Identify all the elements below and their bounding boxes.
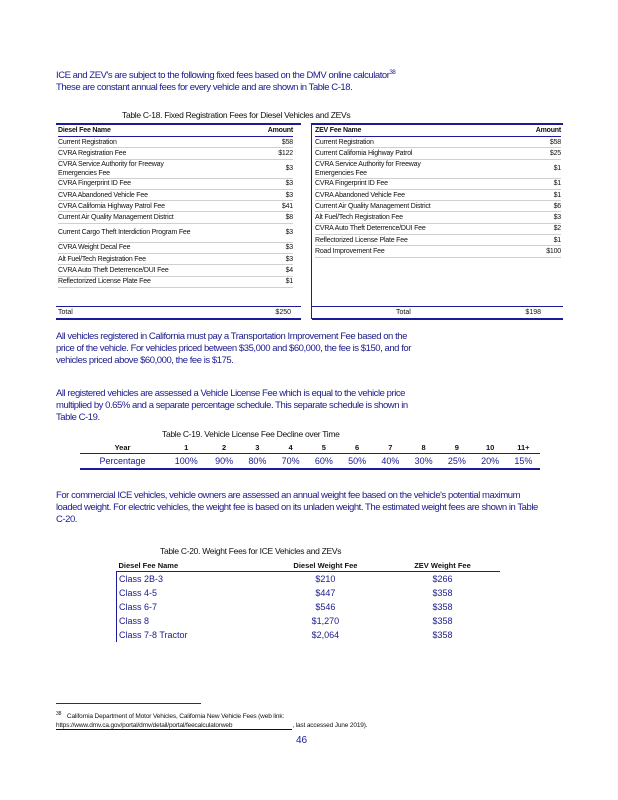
weight-fee-paragraph: For commercial ICE vehicles, vehicle owners are assessed an annual weight fee based on the vehicle's potential maximum loaded weight. For electric vehicles, the weight fee is based on its unladen weight. The estimated weight fees are shown in Table C-20. <box>56 490 538 525</box>
fee-amount: $58 <box>549 138 561 146</box>
table-row <box>58 224 293 243</box>
zev-fee-column <box>315 123 561 258</box>
page-number: 46 <box>296 735 308 746</box>
fee-name: CVRA California Highway Patrol Fee <box>58 202 165 210</box>
table-row <box>315 160 561 179</box>
fee-name: CVRA Fingerprint ID Fee <box>315 180 388 188</box>
percentage-cell: 90% <box>207 454 240 470</box>
fee-amount: $1 <box>553 236 561 244</box>
percentage-cell: 30% <box>407 454 440 470</box>
table-row <box>58 137 293 148</box>
table-row <box>58 277 293 288</box>
weight-cell: $358 <box>432 616 453 626</box>
year-cell: 2 <box>207 441 240 454</box>
fee-name: Reflectorized License Plate Fee <box>315 236 408 244</box>
fee-name: Current California Highway Patrol <box>315 149 413 157</box>
zev-total-amount: $198 <box>525 309 541 316</box>
table-row <box>315 235 561 246</box>
fee-amount: $3 <box>553 214 561 222</box>
fee-name: CVRA Auto Theft Deterrence/DUI Fee <box>315 225 426 233</box>
fee-name: CVRA Weight Decal Fee <box>58 244 131 252</box>
fee-name: Reflectorized License Plate Fee <box>58 278 151 286</box>
zev-total-row <box>312 306 563 320</box>
fee-amount: $1 <box>553 180 561 188</box>
table-row <box>315 201 561 212</box>
fee-name: CVRA Service Authority for Freeway Emergencies Fee <box>58 160 164 177</box>
weight-cell: $2,064 <box>311 630 340 640</box>
fee-amount: $3 <box>285 229 293 237</box>
percentage-row <box>80 454 540 470</box>
table-row <box>58 148 293 159</box>
year-header-row <box>80 441 540 454</box>
fee-name: Current Registration <box>315 138 374 146</box>
table-row <box>315 246 561 257</box>
table-row <box>315 224 561 235</box>
table-row <box>315 179 561 190</box>
fee-name: CVRA Abandoned Vehicle Fee <box>58 191 148 199</box>
year-cell: 6 <box>340 441 373 454</box>
table-row <box>315 137 561 148</box>
fee-name: Alt Fuel/Tech Registration Fee <box>58 255 146 263</box>
table-row <box>315 148 561 159</box>
year-cell: Year <box>80 441 165 454</box>
weight-cell: Class 2B-3 <box>119 574 164 584</box>
weight-fees-table <box>116 559 500 642</box>
table-20-caption: Table C-20. Weight Fees for ICE Vehicles and ZEVs <box>160 546 342 556</box>
fee-name: CVRA Abandoned Vehicle Fee <box>315 191 405 199</box>
diesel-fee-name-header: Diesel Fee Name <box>58 127 111 134</box>
table-row <box>117 614 501 628</box>
weight-cell: Class 4-5 <box>119 588 158 598</box>
fee-amount: $4 <box>285 267 293 275</box>
fee-amount: $41 <box>281 202 293 210</box>
table-row <box>58 254 293 265</box>
zev-header-row <box>315 125 561 137</box>
zev-amount-header: Amount <box>535 127 561 134</box>
fee-amount: $3 <box>285 165 293 173</box>
zev-fee-rows <box>315 137 561 258</box>
percentage-cell: 15% <box>507 454 540 470</box>
weight-header-row <box>117 559 501 572</box>
diesel-total-row <box>56 306 301 320</box>
intro-line-2: These are constant annual fees for every vehicle and are shown in Table C-18. <box>56 82 353 94</box>
weight-cell: Class 6-7 <box>119 602 158 612</box>
footnote-link[interactable]: https://www.dmv.ca.gov/portal/dmv/detail/portal/feecalculatorweb <box>56 722 292 730</box>
weight-header-cell: Diesel Weight Fee <box>266 559 383 572</box>
weight-cell: Class 7-8 Tractor <box>119 630 188 640</box>
table-19-caption: Table C-19. Vehicle License Fee Decline over Time <box>162 429 340 439</box>
fee-amount: $100 <box>546 248 561 256</box>
percentage-cell: Percentage <box>80 454 165 470</box>
fixed-fees-table <box>56 123 563 319</box>
license-fee-paragraph: All registered vehicles are assessed a Vehicle License Fee which is equal to the vehicle price multiplied by 0.65% and a separate percentage schedule. This separate schedule is shown in Table C-19. <box>56 388 408 423</box>
footnote-text: California Department of Motor Vehicles, California New Vehicle Fees (web link: <box>66 713 285 721</box>
weight-cell: $266 <box>432 574 453 584</box>
weight-cell: $210 <box>315 574 336 584</box>
weight-cell: $447 <box>315 588 336 598</box>
year-cell: 7 <box>374 441 407 454</box>
year-cell: 8 <box>407 441 440 454</box>
table-row <box>58 160 293 179</box>
fee-amount: $25 <box>549 149 561 157</box>
percentage-cell: 80% <box>241 454 274 470</box>
fee-amount: $6 <box>553 202 561 210</box>
fee-amount: $3 <box>285 191 293 199</box>
table-row <box>58 190 293 201</box>
weight-header-cell: ZEV Weight Fee <box>383 559 500 572</box>
fee-name: CVRA Registration Fee <box>58 149 127 157</box>
fee-amount: $3 <box>285 255 293 263</box>
table-row <box>315 190 561 201</box>
percentage-cell: 60% <box>307 454 340 470</box>
table-row <box>58 201 293 212</box>
diesel-total-amount: $250 <box>275 309 291 316</box>
table-row <box>117 628 501 642</box>
intro-line-1: ICE and ZEV's are subject to the following fixed fees based on the DMV online calculator <box>56 70 390 82</box>
fee-name: Current Air Quality Management District <box>58 214 174 222</box>
intro-paragraph <box>56 67 546 94</box>
weight-cell: $358 <box>432 602 453 612</box>
diesel-amount-header: Amount <box>267 127 293 134</box>
footnote-separator <box>56 703 201 704</box>
table-row <box>58 265 293 276</box>
fee-name: Current Registration <box>58 138 117 146</box>
fee-name: Road Improvement Fee <box>315 248 385 256</box>
footnote <box>56 710 526 730</box>
table-row <box>117 586 501 600</box>
fee-amount: $1 <box>553 165 561 173</box>
weight-fee-rows <box>117 572 501 643</box>
fee-amount: $3 <box>285 244 293 252</box>
column-divider <box>311 123 312 319</box>
weight-cell: $358 <box>432 630 453 640</box>
table-row <box>117 600 501 614</box>
year-cell: 9 <box>440 441 473 454</box>
fee-amount: $58 <box>281 138 293 146</box>
percentage-cell: 100% <box>165 454 208 470</box>
fee-name: CVRA Fingerprint ID Fee <box>58 180 131 188</box>
table-row <box>58 179 293 190</box>
percentage-cell: 50% <box>340 454 373 470</box>
fee-name: Alt Fuel/Tech Registration Fee <box>315 214 403 222</box>
year-cell: 5 <box>307 441 340 454</box>
year-cell: 4 <box>274 441 307 454</box>
transportation-fee-paragraph: All vehicles registered in California must pay a Transportation Improvement Fee based on the price of the vehicle. For vehicles priced between $35,000 and $60,000, the fee is $150, and for vehicles priced above $60,000, the fee is $175. <box>56 331 411 366</box>
table-row <box>117 572 501 587</box>
fee-name: Current Air Quality Management District <box>315 202 431 210</box>
zev-total-label: Total <box>396 309 411 316</box>
license-fee-decline-table <box>80 441 540 470</box>
year-cell: 1 <box>165 441 208 454</box>
fee-amount: $1 <box>553 191 561 199</box>
weight-cell: $546 <box>315 602 336 612</box>
year-cell: 3 <box>241 441 274 454</box>
diesel-fee-rows <box>58 137 293 288</box>
zev-fee-name-header: ZEV Fee Name <box>315 127 362 134</box>
fee-amount: $3 <box>285 180 293 188</box>
diesel-fee-column <box>58 123 293 288</box>
year-cell: 11+ <box>507 441 540 454</box>
percentage-cell: 40% <box>374 454 407 470</box>
percentage-cell: 25% <box>440 454 473 470</box>
fee-name: CVRA Service Authority for Freeway Emergencies Fee <box>315 160 421 177</box>
diesel-header-row <box>58 125 293 137</box>
weight-header-cell: Diesel Fee Name <box>117 559 266 572</box>
table-row <box>315 212 561 223</box>
fee-amount: $8 <box>285 214 293 222</box>
weight-cell: Class 8 <box>119 616 150 626</box>
diesel-total-label: Total <box>58 309 73 316</box>
table-row <box>58 212 293 223</box>
percentage-cell: 20% <box>473 454 506 470</box>
footnote-accessed: , last accessed June 2019). <box>292 722 368 730</box>
weight-cell: $358 <box>432 588 453 598</box>
footnote-number: 38 <box>56 711 62 717</box>
fee-amount: $2 <box>553 225 561 233</box>
footnote-ref[interactable]: 38 <box>389 70 396 76</box>
table-18-caption: Table C-18. Fixed Registration Fees for Diesel Vehicles and ZEVs <box>122 110 351 120</box>
weight-cell: $1,270 <box>311 616 340 626</box>
fee-amount: $122 <box>278 149 293 157</box>
fee-amount: $1 <box>285 278 293 286</box>
year-cell: 10 <box>473 441 506 454</box>
table-row <box>58 243 293 254</box>
fee-name: Current Cargo Theft Interdiction Program Fee <box>58 229 191 237</box>
percentage-cell: 70% <box>274 454 307 470</box>
fee-name: CVRA Auto Theft Deterrence/DUI Fee <box>58 267 169 275</box>
